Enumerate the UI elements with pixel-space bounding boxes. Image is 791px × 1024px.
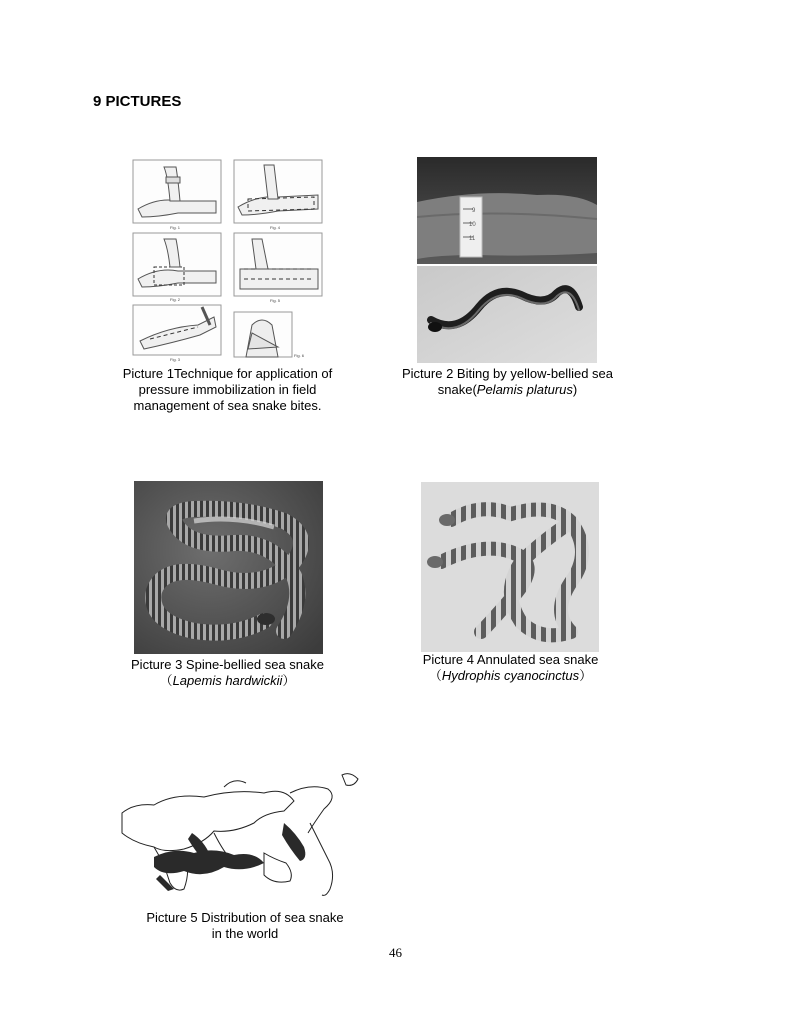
panel-3 [133, 305, 221, 355]
ruler-mark: 9 [472, 208, 476, 214]
picture-5-caption [110, 910, 380, 942]
section-title: 9 PICTURES [93, 93, 182, 110]
ruler-mark: 11 [469, 236, 476, 242]
panel-2 [133, 233, 221, 296]
picture-3-caption [100, 657, 355, 689]
panel-5 [234, 233, 322, 296]
ruler-mark: 10 [469, 222, 476, 228]
panel-label: Fig. 5 [270, 298, 281, 303]
caption-line: pressure immobilization in field [138, 382, 317, 397]
snake-head [428, 322, 442, 332]
picture-1-image [128, 157, 328, 362]
panel-4 [234, 160, 322, 223]
panel-label: Fig. 2 [170, 297, 181, 302]
panel-label: Fig. 6 [294, 353, 305, 358]
species-name: Lapemis hardwickii [172, 673, 283, 688]
snake-head [439, 514, 455, 526]
picture-2-image [417, 157, 597, 363]
picture-5-image [114, 763, 366, 903]
caption-line: Picture 1Technique for application of [122, 366, 333, 381]
caption-line: management of sea snake bites. [133, 398, 322, 413]
picture-2-caption [380, 366, 635, 398]
caption-line: Picture 5 Distribution of sea snake [146, 910, 344, 925]
picture-3-image [134, 481, 323, 654]
species-name: Hydrophis cyanocinctus [441, 668, 580, 683]
caption-line: （Hydrophis cyanocinctus） [428, 668, 593, 683]
caption-line: Picture 4 Annulated sea snake [422, 652, 599, 667]
caption-line: in the world [211, 926, 279, 941]
picture-1-caption [100, 366, 355, 414]
caption-line: （Lapemis hardwickii） [159, 673, 296, 688]
panel-label: Fig. 3 [170, 357, 181, 362]
panel-label: Fig. 4 [270, 225, 281, 230]
caption-line: Picture 2 Biting by yellow-bellied sea [402, 366, 613, 381]
snake-head [257, 613, 275, 625]
species-name: Pelamis platurus [476, 382, 573, 397]
page-number: 46 [389, 945, 402, 960]
caption-line: Picture 3 Spine-bellied sea snake [131, 657, 324, 672]
panel-label: Fig. 1 [170, 225, 181, 230]
panel-1 [133, 160, 221, 223]
picture-4-image [421, 482, 599, 652]
picture-4-caption [383, 652, 638, 684]
ruler-band [460, 197, 482, 257]
caption-line: snake(Pelamis platurus) [437, 382, 578, 397]
panel-6 [234, 312, 292, 357]
